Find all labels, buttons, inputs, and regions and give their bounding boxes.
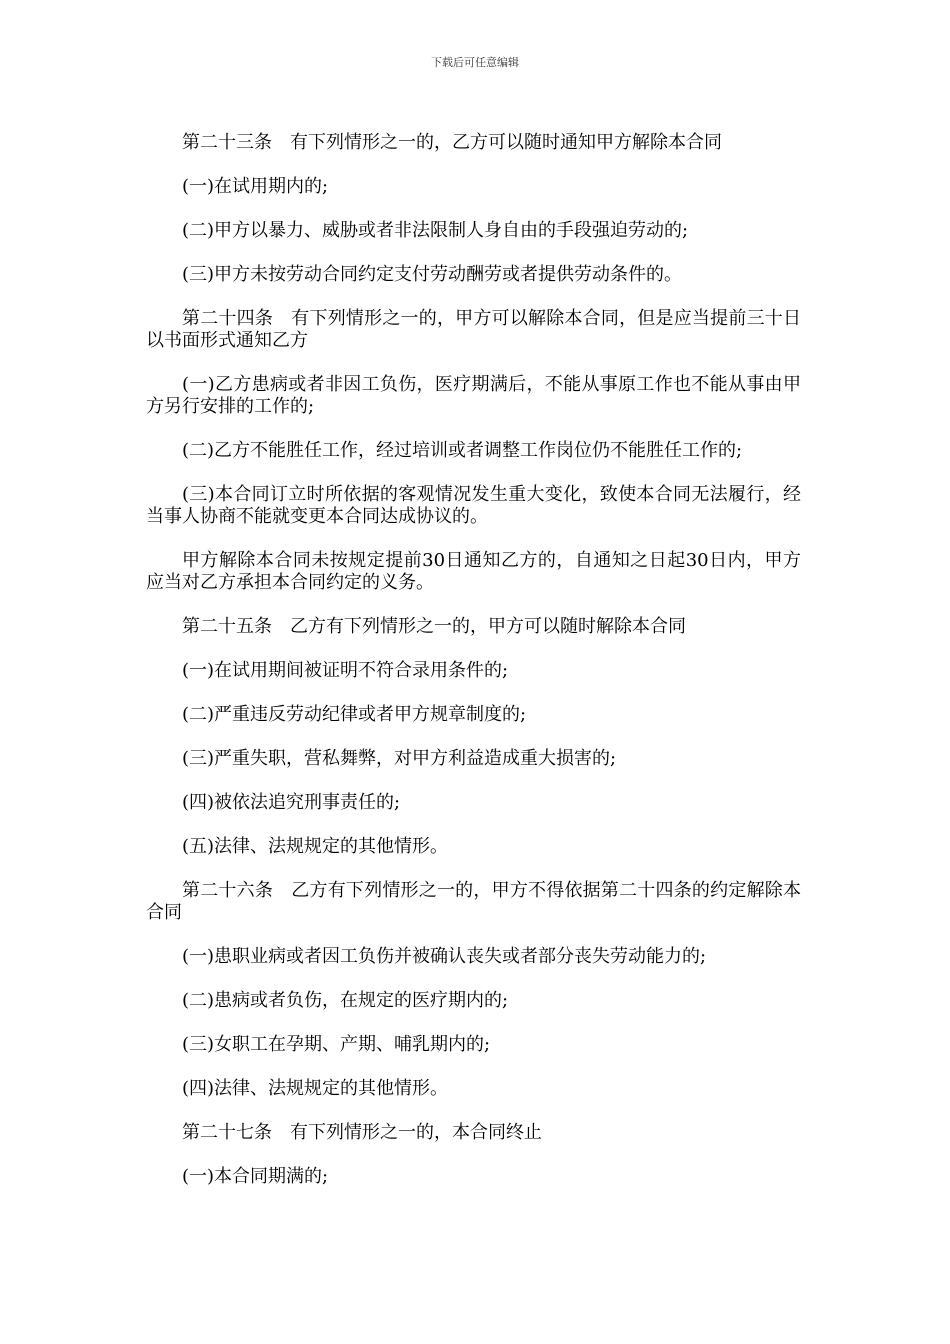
article-23-item-3: (三)甲方未按劳动合同约定支付劳动酬劳或者提供劳动条件的。	[182, 264, 683, 285]
article-24-note: 甲方解除本合同未按规定提前30日通知乙方的，自通知之日起30日内，甲方应当对乙方承担本合同约定的义务。	[146, 550, 801, 593]
article-24-heading: 第二十四条 有下列情形之一的，甲方可以解除本合同，但是应当提前三十日以书面形式通知乙方	[146, 308, 801, 351]
document-body	[146, 132, 801, 1210]
article-26-item-4: (四)法律、法规规定的其他情形。	[182, 1078, 449, 1099]
article-26-item-3: (三)女职工在孕期、产期、哺乳期内的;	[182, 1034, 491, 1055]
article-25-item-5: (五)法律、法规规定的其他情形。	[182, 836, 449, 857]
article-26-heading: 第二十六条 乙方有下列情形之一的，甲方不得依据第二十四条的约定解除本合同	[146, 880, 801, 923]
article-23-item-1: (一)在试用期内的;	[182, 176, 329, 197]
article-23-heading: 第二十三条 有下列情形之一的，乙方可以随时通知甲方解除本合同	[182, 132, 722, 153]
article-23-item-2: (二)甲方以暴力、威胁或者非法限制人身自由的手段强迫劳动的;	[182, 220, 689, 241]
article-24-item-2: (二)乙方不能胜任工作，经过培训或者调整工作岗位仍不能胜任工作的;	[182, 440, 743, 461]
article-27-heading: 第二十七条 有下列情形之一的，本合同终止	[182, 1122, 542, 1143]
article-25-item-2: (二)严重违反劳动纪律或者甲方规章制度的;	[182, 704, 527, 725]
article-24-item-3: (三)本合同订立时所依据的客观情况发生重大变化，致使本合同无法履行，经当事人协商不能就变更本合同达成协议的。	[146, 484, 801, 527]
article-25-heading: 第二十五条 乙方有下列情形之一的，甲方可以随时解除本合同	[182, 616, 686, 637]
article-27-item-1: (一)本合同期满的;	[182, 1166, 329, 1187]
article-25-item-4: (四)被依法追究刑事责任的;	[182, 792, 401, 813]
article-26-item-1: (一)患职业病或者因工负伤并被确认丧失或者部分丧失劳动能力的;	[182, 946, 707, 967]
page-header: 下载后可任意编辑	[431, 56, 519, 69]
article-25-item-3: (三)严重失职，营私舞弊，对甲方利益造成重大损害的;	[182, 748, 617, 769]
article-25-item-1: (一)在试用期间被证明不符合录用条件的;	[182, 660, 509, 681]
article-26-item-2: (二)患病或者负伤，在规定的医疗期内的;	[182, 990, 509, 1011]
article-24-item-1: (一)乙方患病或者非因工负伤，医疗期满后，不能从事原工作也不能从事由甲方另行安排的工作的;	[146, 374, 801, 417]
